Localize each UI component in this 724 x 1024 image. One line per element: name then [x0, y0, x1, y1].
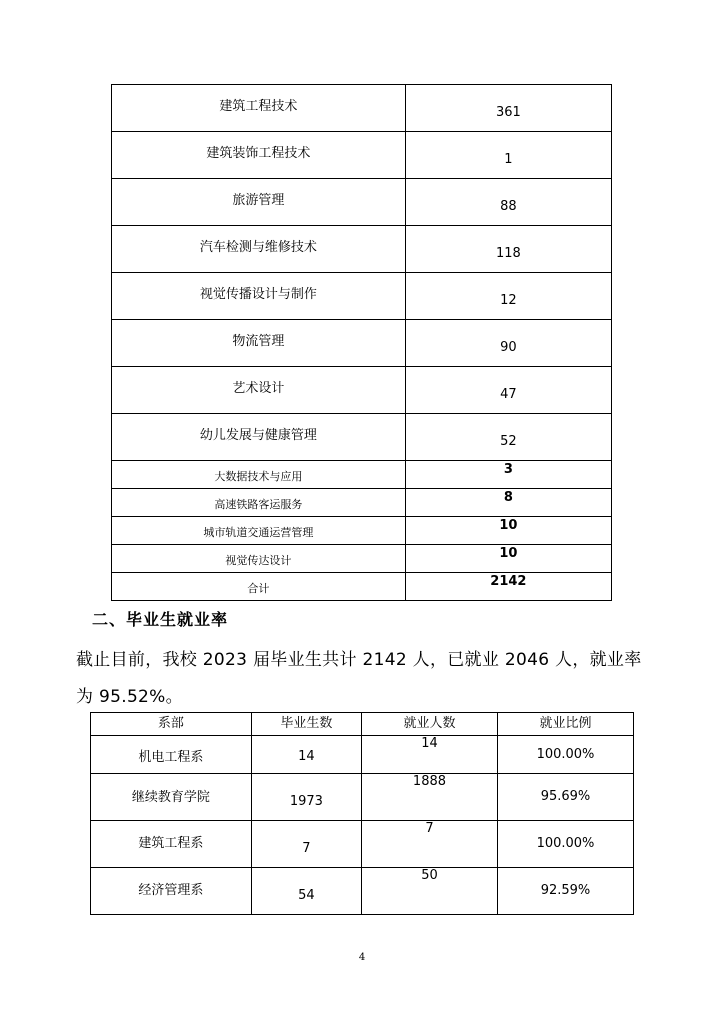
graduates-value: 7	[302, 841, 311, 856]
table-row	[91, 868, 634, 915]
major-name: 高速铁路客运服务	[112, 489, 406, 517]
graduate-count: 10	[405, 545, 611, 573]
major-name: 艺术设计	[112, 367, 406, 414]
ratio-cell	[497, 736, 633, 774]
section-heading: 二、毕业生就业率	[92, 610, 229, 629]
employed-cell	[361, 736, 497, 774]
major-name: 大数据技术与应用	[112, 461, 406, 489]
graduates-cell	[251, 736, 361, 774]
graduates-value: 54	[298, 888, 315, 903]
ratio-value: 100.00%	[536, 836, 595, 851]
dept-cell	[91, 736, 252, 774]
page-number: 4	[358, 952, 366, 963]
graduate-count: 361	[405, 85, 611, 132]
graduates-cell	[251, 774, 361, 821]
graduate-count: 8	[405, 489, 611, 517]
table-row	[91, 774, 634, 821]
dept-name: 机电工程系	[138, 750, 204, 765]
table-row	[112, 489, 612, 517]
employed-value: 14	[421, 736, 438, 751]
table-header-row	[91, 713, 634, 736]
graduate-count: 52	[405, 414, 611, 461]
table-row	[112, 320, 612, 367]
employed-cell	[361, 774, 497, 821]
dept-name: 建筑工程系	[138, 836, 204, 851]
employed-cell	[361, 821, 497, 868]
table-row	[112, 179, 612, 226]
table-row	[112, 461, 612, 489]
graduate-count: 1	[405, 132, 611, 179]
dept-cell	[91, 868, 252, 915]
graduates-value: 1973	[289, 794, 323, 809]
employed-value: 50	[421, 868, 438, 883]
employed-cell	[361, 868, 497, 915]
table-row	[91, 736, 634, 774]
ratio-value: 100.00%	[536, 747, 595, 762]
graduates-cell	[251, 868, 361, 915]
graduate-count: 47	[405, 367, 611, 414]
section-paragraph: 截止目前，我校 2023 届毕业生共计 2142 人，已就业 2046 人，就业率为 95.52%。	[76, 650, 642, 707]
major-name: 城市轨道交通运营管理	[112, 517, 406, 545]
total-value: 2142	[405, 573, 611, 601]
graduate-count: 12	[405, 273, 611, 320]
graduates-value: 14	[298, 749, 315, 764]
ratio-cell	[497, 821, 633, 868]
major-name: 建筑装饰工程技术	[112, 132, 406, 179]
employment-rate-table	[90, 712, 634, 915]
ratio-cell	[497, 868, 633, 915]
table-row	[112, 545, 612, 573]
table-row	[112, 226, 612, 273]
ratio-cell	[497, 774, 633, 821]
header-graduates: 毕业生数	[251, 713, 361, 736]
graduate-count: 118	[405, 226, 611, 273]
graduate-count: 90	[405, 320, 611, 367]
table-row	[112, 132, 612, 179]
major-name: 视觉传达设计	[112, 545, 406, 573]
table-row	[91, 821, 634, 868]
major-name: 旅游管理	[112, 179, 406, 226]
header-dept: 系部	[91, 713, 252, 736]
total-row	[112, 573, 612, 601]
table-row	[112, 367, 612, 414]
employed-value: 7	[425, 821, 434, 836]
header-ratio: 就业比例	[497, 713, 633, 736]
dept-cell	[91, 774, 252, 821]
major-graduates-table	[111, 84, 612, 601]
graduate-count: 88	[405, 179, 611, 226]
ratio-value: 92.59%	[540, 883, 591, 898]
dept-cell	[91, 821, 252, 868]
table-row	[112, 517, 612, 545]
total-label: 合计	[112, 573, 406, 601]
major-name: 幼儿发展与健康管理	[112, 414, 406, 461]
ratio-value: 95.69%	[540, 789, 591, 804]
major-name: 物流管理	[112, 320, 406, 367]
graduate-count: 3	[405, 461, 611, 489]
header-employed: 就业人数	[361, 713, 497, 736]
major-name: 建筑工程技术	[112, 85, 406, 132]
graduate-count: 10	[405, 517, 611, 545]
employed-value: 1888	[412, 774, 447, 789]
graduates-cell	[251, 821, 361, 868]
table-row	[112, 273, 612, 320]
table-row	[112, 85, 612, 132]
dept-name: 经济管理系	[138, 883, 204, 898]
major-name: 汽车检测与维修技术	[112, 226, 406, 273]
major-name: 视觉传播设计与制作	[112, 273, 406, 320]
table-row	[112, 414, 612, 461]
dept-name: 继续教育学院	[131, 790, 210, 805]
